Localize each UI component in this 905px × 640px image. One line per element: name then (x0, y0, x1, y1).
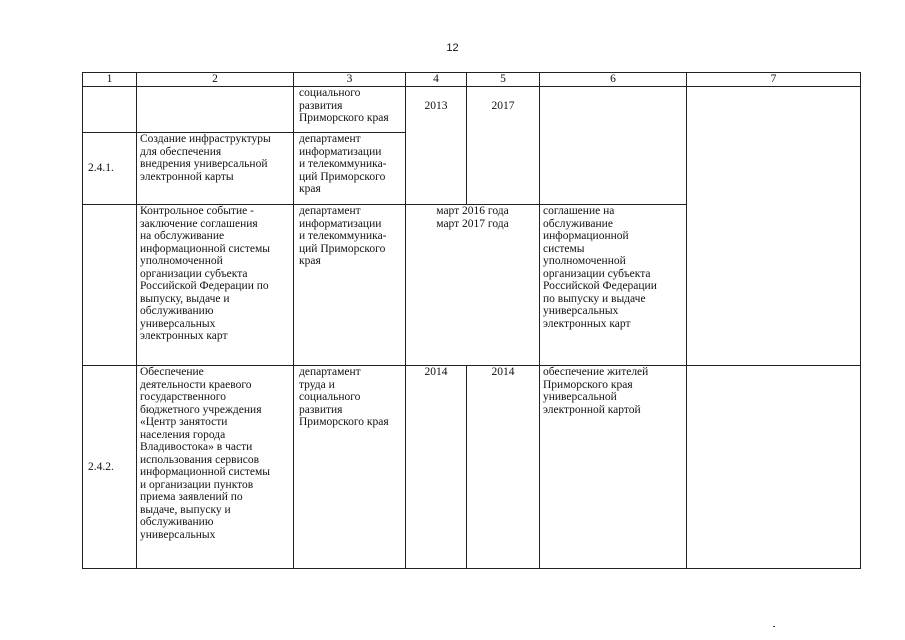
result-cell: соглашение на обслуживание информационной системы уполномоченной организации субъекта Российской Федерации по выпуску и выдаче универсальных электронных карт (540, 205, 687, 366)
executor-cell: социального развития Приморского края (294, 87, 406, 133)
table-row (83, 366, 861, 569)
page-number: 12 (446, 42, 459, 54)
notes-cell (687, 87, 861, 366)
column-header-6: 6 (540, 73, 687, 87)
column-header-3: 3 (294, 73, 406, 87)
start-year-cell (406, 87, 467, 205)
column-header-5: 5 (467, 73, 540, 87)
executor-cell: департамент информатизации и телекоммуника- ций Приморского края (294, 205, 406, 366)
activity-cell: Обеспечение деятельности краевого государственного бюджетного учреждения «Центр занятости населения города Владивостока» в части использования сервисов информационной системы и организации пунктов приема заявлений по выдаче, выпуску и обслуживанию универсальных (137, 366, 294, 569)
dates-cell: март 2016 года март 2017 года (406, 205, 540, 366)
start-year-value: 2013 (424, 99, 448, 112)
activity-cell: Контрольное событие - заключение соглашения на обслуживание информационной системы уполномоченной организации субъекта Российской Федерации по выпуску, выдаче и обслуживанию универсальных электронных карт (137, 205, 294, 366)
column-header-4: 4 (406, 73, 467, 87)
result-cell: обеспечение жителей Приморского края универсальной электронной картой (540, 366, 687, 569)
end-year-cell: 2014 (467, 366, 540, 569)
row-number-cell: 2.4.2. (83, 366, 137, 569)
header-row (83, 73, 861, 87)
end-year-cell (467, 87, 540, 205)
executor-cell: департамент информатизации и телекоммуника- ций Приморского края (294, 133, 406, 205)
executor-cell: департамент труда и социального развития Приморского края (294, 366, 406, 569)
end-year-value: 2017 (491, 99, 515, 112)
column-header-2: 2 (137, 73, 294, 87)
result-cell (540, 87, 687, 205)
column-header-1: 1 (83, 73, 137, 87)
activity-cell (137, 87, 294, 133)
row-number-cell (83, 87, 137, 133)
table-row (83, 87, 861, 133)
activities-table (82, 72, 861, 569)
column-header-7: 7 (687, 73, 861, 87)
row-number-cell: 2.4.1. (83, 133, 137, 205)
notes-cell (687, 366, 861, 569)
start-year-cell: 2014 (406, 366, 467, 569)
row-number-cell (83, 205, 137, 366)
activity-cell: Создание инфраструктуры для обеспечения внедрения универсальной электронной карты (137, 133, 294, 205)
scan-speck (773, 626, 775, 627)
